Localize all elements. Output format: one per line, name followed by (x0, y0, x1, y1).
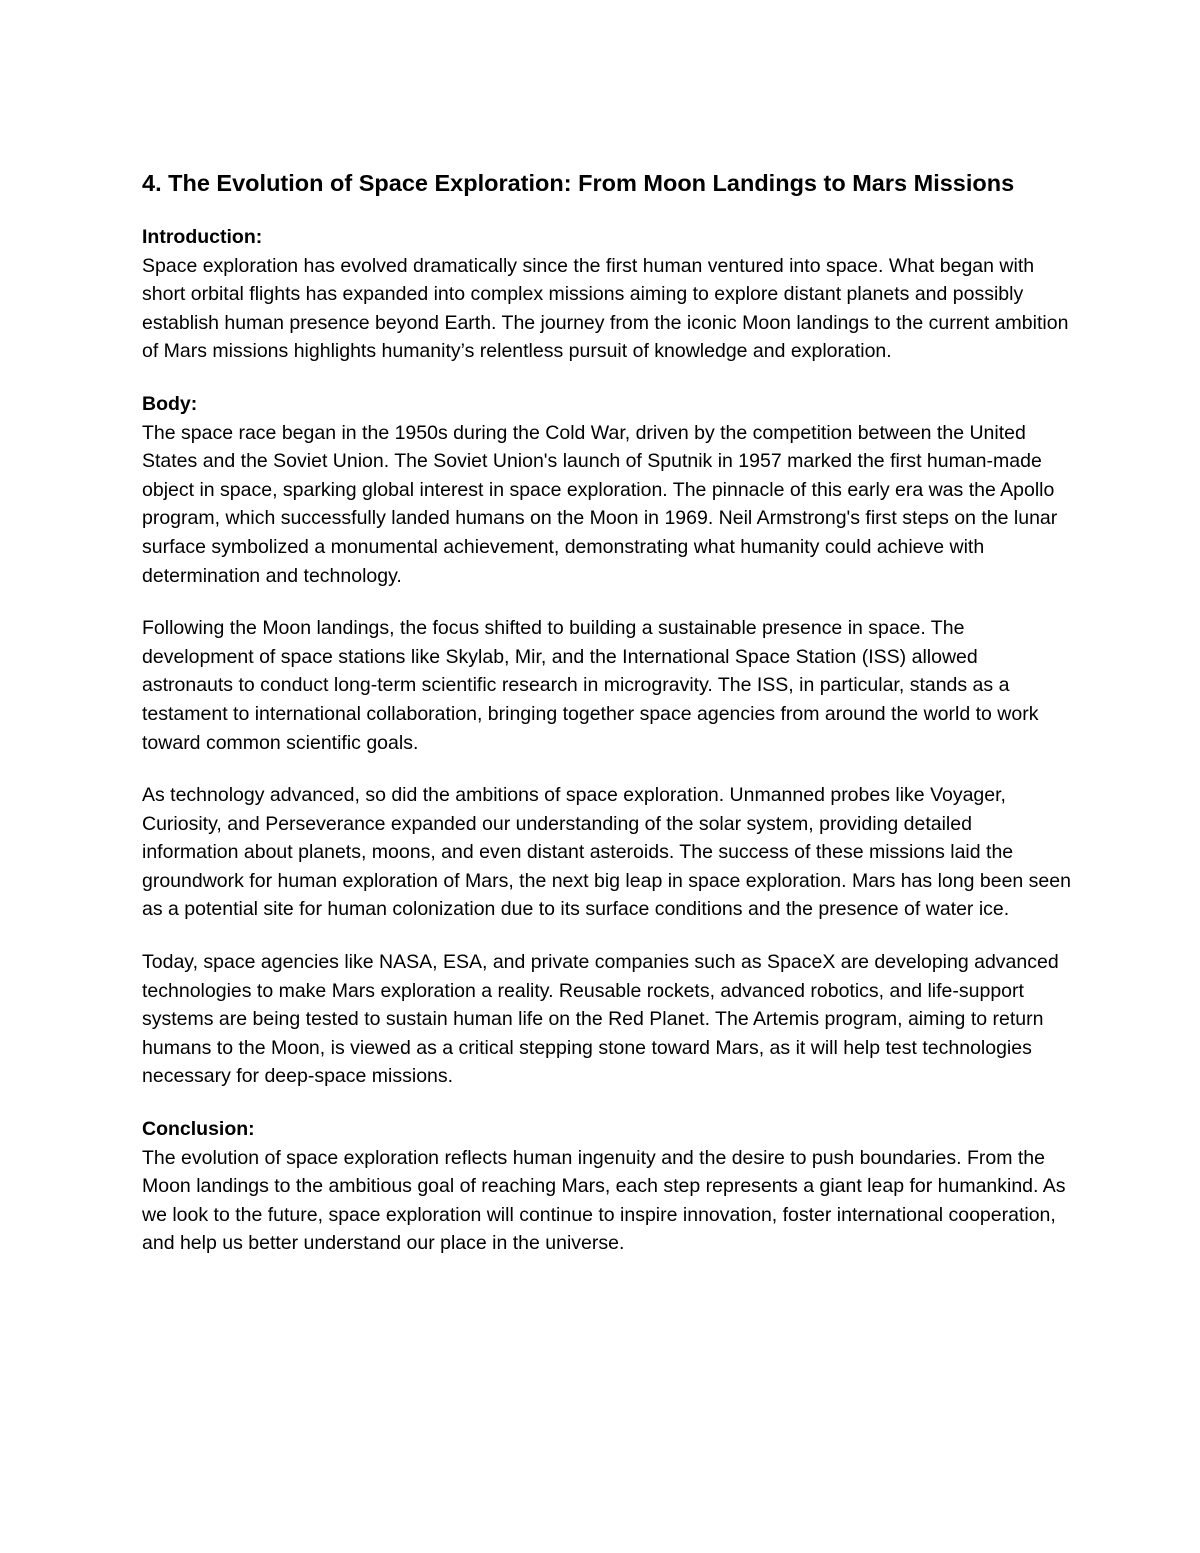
paragraph-spacer (142, 590, 1072, 614)
conclusion-heading: Conclusion: (142, 1118, 255, 1141)
body-paragraph-3: As technology advanced, so did the ambitions of space exploration. Unmanned probes like Voyager, Curiosity, and Perseverance expanded our understanding of the solar system, providing detailed information about planets, moons, and even distant asteroids. The success of these missions laid the groundwork for human exploration of Mars, the next big leap in space exploration. Mars has long been seen as a potential site for human colonization due to its surface conditions and the presence of water ice. (142, 784, 1071, 921)
introduction-section (142, 223, 1072, 366)
body-paragraph-1: The space race began in the 1950s during the Cold War, driven by the competition between the United States and the Soviet Union. The Soviet Union's launch of Sputnik in 1957 marked the first human-made object in space, sparking global interest in space exploration. The pinnacle of this early era was the Apollo program, which successfully landed humans on the Moon in 1969. Neil Armstrong's first steps on the lunar surface symbolized a monumental achievement, demonstrating what humanity could achieve with determination and technology. (142, 421, 1058, 587)
introduction-paragraph: Space exploration has evolved dramatically since the first human ventured into space. What began with short orbital flights has expanded into complex missions aiming to explore distant planets and possibly establish human presence beyond Earth. The journey from the iconic Moon landings to the current ambition of Mars missions highlights humanity’s relentless pursuit of knowledge and exploration. (142, 254, 1069, 363)
section-spacer (142, 366, 1072, 390)
document-title: 4. The Evolution of Space Exploration: From Moon Landings to Mars Missions (142, 170, 1015, 196)
paragraph-spacer (142, 757, 1072, 781)
conclusion-paragraph: The evolution of space exploration reflects human ingenuity and the desire to push boundaries. From the Moon landings to the ambitious goal of reaching Mars, each step represents a giant leap for humankind. As we look to the future, space exploration will continue to inspire innovation, foster international cooperation, and help us better understand our place in the universe. (142, 1146, 1066, 1255)
title-spacer (142, 201, 1072, 223)
body-heading: Body: (142, 392, 198, 415)
document-content (142, 166, 1072, 1258)
conclusion-section (142, 1115, 1072, 1258)
section-spacer (142, 1091, 1072, 1115)
body-paragraph-2: Following the Moon landings, the focus shifted to building a sustainable presence in space. The development of space stations like Skylab, Mir, and the International Space Station (ISS) allowed astronauts to conduct long-term scientific research in microgravity. The ISS, in particular, stands as a testament to international collaboration, bringing together space agencies from around the world to work toward common scientific goals. (142, 617, 1039, 754)
introduction-heading: Introduction: (142, 226, 263, 248)
body-section (142, 390, 1072, 1091)
body-paragraph-4: Today, space agencies like NASA, ESA, and private companies such as SpaceX are developing advanced technologies to make Mars exploration a reality. Reusable rockets, advanced robotics, and life-support systems are being tested to sustain human life on the Red Planet. The Artemis program, aiming to return humans to the Moon, is viewed as a critical stepping stone toward Mars, as it will help test technologies necessary for deep-space missions. (142, 951, 1059, 1088)
paragraph-spacer (142, 924, 1072, 948)
